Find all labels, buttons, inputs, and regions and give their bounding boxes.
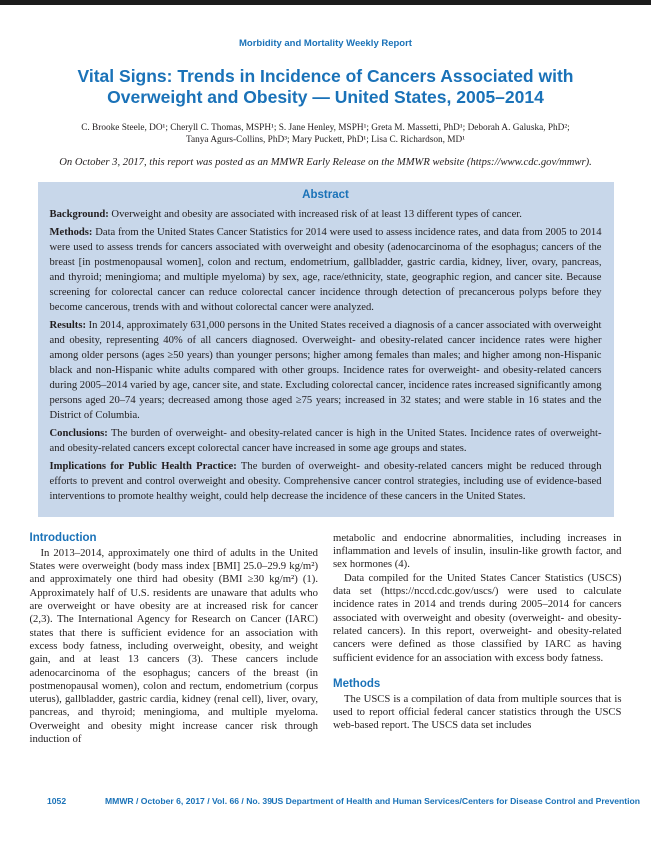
section-heading-introduction: Introduction [29, 531, 97, 544]
abstract-label: Conclusions: [49, 427, 108, 439]
page-footer [0, 796, 651, 808]
article-body [30, 532, 622, 746]
abstract-text: In 2014, approximately 631,000 persons in the United States received a diagnosis of a cancer associated with overweight and obesity, representing 40% of all cancers diagnosed. Overweight- and obesity-related cancer incidence rates were higher among older persons (ages ≥50 years) than younger persons; higher among females than males; and higher among non-Hispanic black and non-Hispanic white adults compared with other groups. Incidence rates for overweight- and obesity-related cancers during 2005–2014 varied by age, cancer site, and state. Excluding colorectal cancer, incidence rates increased significantly among persons aged 20–74 years; decreased among those aged ≥75 years; increased in 32 states; and were stable in 16 states and the District of Columbia. [49, 319, 602, 421]
abstract-paragraph-results [50, 318, 602, 423]
abstract-box [38, 182, 614, 517]
abstract-label: Results: [49, 319, 86, 331]
page-top-border [0, 0, 651, 5]
abstract-label: Methods: [49, 226, 93, 238]
journal-citation: MMWR / October 6, 2017 / Vol. 66 / No. 39 [105, 796, 272, 806]
page-number: 1052 [47, 796, 67, 806]
methods-paragraph: The USCS is a compilation of data from multiple sources that is used to report official federal cancer statistics through the USCS web-based report. The USCS data set includes [333, 692, 622, 732]
right-column [333, 532, 622, 746]
abstract-text: Data from the United States Cancer Statistics for 2014 were used to assess incidence rates, and data from 2005 to 2014 were used to assess trends for cancers associated with overweight and obesity (adenocarcinoma of the esophagus; cancers of the breast [in postmenopausal women], colon and rectum, endometrium, gallbladder, gastric cardia, kidney, liver, ovary, pancreas, and thyroid; meningioma; and multiple myeloma) by sex, age, race/ethnicity, state, geographic region, and cancer site. Because screening for colorectal cancer can reduce colorectal cancer incidence through detection of precancerous polyps before they become cancerous, trends with and without colorectal cancer were analyzed. [49, 226, 602, 313]
abstract-heading: Abstract [302, 188, 349, 201]
early-release-note: On October 3, 2017, this report was posted as an MMWR Early Release on the MMWR website (https://www.cdc.gov/mmwr). [59, 156, 592, 168]
abstract-text: The burden of overweight- and obesity-related cancer is high in the United States. Incidence rates of overweight- and obesity-related cancers except colorectal cancer have increased in some age groups and states. [49, 427, 602, 454]
introduction-paragraph: In 2013–2014, approximately one third of adults in the United States were overweight (body mass index [BMI] 25.0–29.9 kg/m²) and approximately one third had obesity (BMI ≥30 kg/m²) (1). Approximately half of U.S. residents are unaware that adults who are overweight or have obesity are at increased risk for cancer (2,3). The International Agency for Research on Cancer (IARC) states that there is sufficient evidence for an association with excess body fatness, including overweight, obesity, and weight gain, and at least 13 cancers (3). These cancers include adenocarcinoma of the esophagus; cancers of the breast (in postmenopausal women), colon and rectum, endometrium (corpus uterus), gallbladder, gastric cardia, kidney (renal cell), liver, ovary, pancreas, and thyroid; meningioma, and multiple myeloma. Overweight and obesity might increase cancer risk through induction of [29, 546, 318, 745]
abstract-paragraph-background [50, 207, 602, 222]
abstract-paragraph-methods [50, 225, 602, 315]
abstract-paragraph-conclusions [50, 426, 602, 456]
data-compiled-paragraph: Data compiled for the United States Cancer Statistics (USCS) data set (https://nccd.cdc.gov/uscs/) were used to calculate incidence rates in 2014 and trends during 2005–2014 for cancers associated with overweight and obesity (overweight- and obesity-related cancers). In this report, overweight- and obesity-related cancers were defined as those classified by IARC as having sufficient evidence for an association with excess body fatness. [333, 571, 622, 664]
abstract-text: Overweight and obesity are associated with increased risk of at least 13 different types of cancer. [111, 208, 522, 220]
agency-name: US Department of Health and Human Services/Centers for Disease Control and Prevention [271, 796, 640, 806]
author-line-2: Tanya Agurs-Collins, PhD³; Mary Puckett, PhD¹; Lisa C. Richardson, MD¹ [185, 134, 466, 145]
abstract-text: The burden of overweight- and obesity-related cancers might be reduced through efforts to prevent and control overweight and obesity. Comprehensive cancer control strategies, including use of evidence-based interventions to promote healthy weight, could help decrease the incidence of these cancers in the United States. [49, 460, 602, 502]
abstract-paragraph-implications [50, 459, 602, 504]
abstract-label: Background: [49, 208, 109, 220]
abstract-label: Implications for Public Health Practice: [49, 460, 237, 472]
journal-header: Morbidity and Mortality Weekly Report [239, 38, 412, 49]
left-column [30, 532, 319, 746]
section-heading-methods: Methods [333, 677, 381, 690]
introduction-continuation-paragraph: metabolic and endocrine abnormalities, including increases in inflammation and levels of insulin, insulin-like growth factor, and sex hormones (4). [333, 531, 622, 571]
article-title: Vital Signs: Trends in Incidence of Cancers Associated with Overweight and Obesity — United States, 2005–2014 [77, 66, 574, 108]
author-line-1: C. Brooke Steele, DO¹; Cheryll C. Thomas, MSPH¹; S. Jane Henley, MSPH¹; Greta M. Massetti, PhD¹; Deborah A. Galuska, PhD²; [81, 122, 570, 133]
